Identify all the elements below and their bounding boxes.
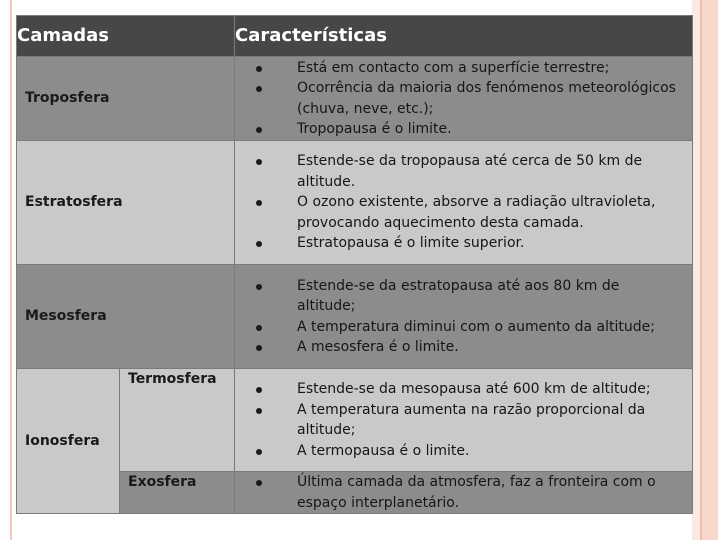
- table-row-termosfera: [17, 369, 693, 472]
- list-item: A temperatura aumenta na razão proporcional da altitude;: [235, 400, 682, 441]
- table-header-row: [17, 16, 693, 57]
- layer-name: Mesosfera: [17, 265, 235, 369]
- list-item: A mesosfera é o limite.: [235, 337, 682, 358]
- layer-name: Troposfera: [17, 57, 235, 141]
- header-features: Características: [235, 16, 693, 57]
- table-row-estratosfera: [17, 141, 693, 265]
- sublayer-name: Termosfera: [120, 369, 235, 472]
- layer-features: [235, 57, 693, 141]
- slide-frame-right-inner: [692, 0, 700, 540]
- layer-features: [235, 472, 693, 514]
- layer-features: [235, 141, 693, 265]
- sublayer-name: Exosfera: [120, 472, 235, 514]
- slide-frame-left: [10, 0, 12, 540]
- header-layers: Camadas: [17, 16, 235, 57]
- list-item: Está em contacto com a superfície terrestre;: [235, 58, 682, 79]
- list-item: Estende-se da mesopausa até 600 km de altitude;: [235, 379, 682, 400]
- table-row-mesosfera: [17, 265, 693, 369]
- list-item: Última camada da atmosfera, faz a fronteira com o espaço interplanetário.: [235, 472, 682, 513]
- table-row-troposfera: [17, 57, 693, 141]
- list-item: A termopausa é o limite.: [235, 441, 682, 462]
- list-item: A temperatura diminui com o aumento da altitude;: [235, 317, 682, 338]
- list-item: Estratopausa é o limite superior.: [235, 233, 682, 254]
- list-item: Tropopausa é o limite.: [235, 119, 682, 140]
- list-item: O ozono existente, absorve a radiação ultravioleta, provocando aquecimento desta camada.: [235, 192, 682, 233]
- layer-name: Estratosfera: [17, 141, 235, 265]
- layer-features: [235, 369, 693, 472]
- list-item: Ocorrência da maioria dos fenómenos meteorológicos (chuva, neve, etc.);: [235, 78, 682, 119]
- slide-frame-right-outer: [702, 0, 718, 540]
- layer-features: [235, 265, 693, 369]
- atmosphere-layers-table: [16, 15, 693, 514]
- list-item: Estende-se da tropopausa até cerca de 50 km de altitude.: [235, 151, 682, 192]
- layer-name: Ionosfera: [17, 369, 120, 514]
- list-item: Estende-se da estratopausa até aos 80 km de altitude;: [235, 276, 682, 317]
